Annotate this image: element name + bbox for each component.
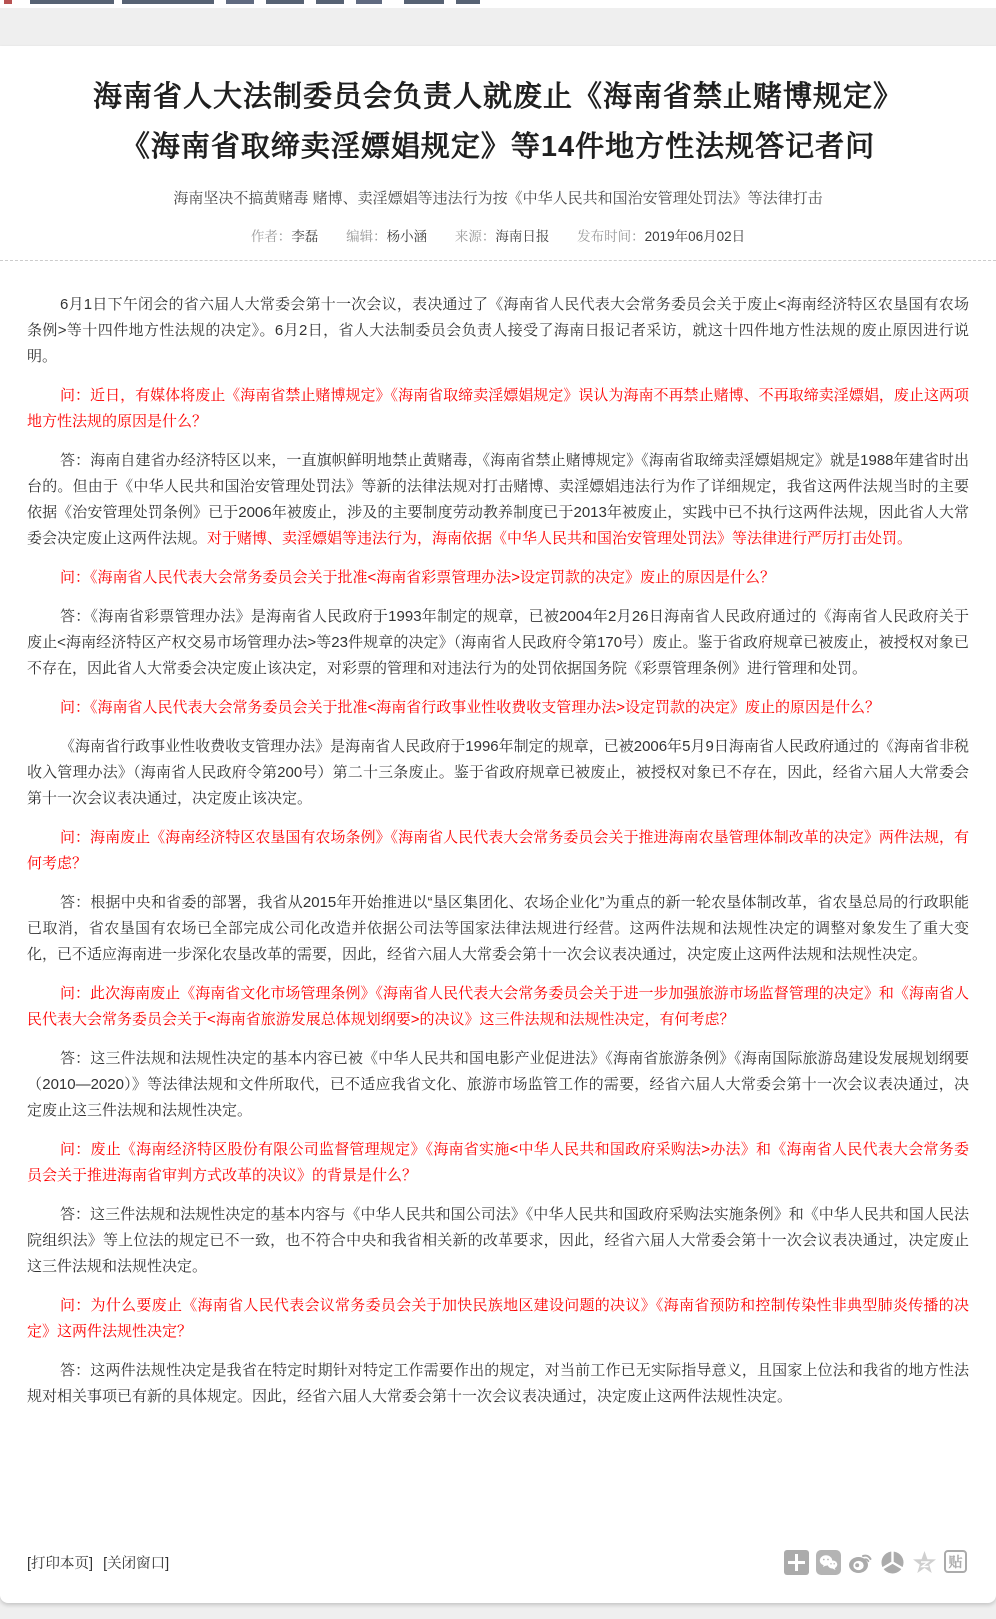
answer-2: 答：《海南省彩票管理办法》是海南省人民政府于1993年制定的规章，已被2004年2月26日海南省人民政府通过的《海南省人民政府关于废止<海南经济特区产权交易市场管理办法>等23件规章的决定》（海南省人民政府令第170号）废止。鉴于省政府规章已被废止，被授权对象已不存在，因此省人大常委会决定废止该决定，对彩票的管理和对违法行为的处罚依据国务院《彩票管理条例》进行管理和处罚。 — [27, 608, 969, 677]
clipped-text-remnant — [4, 0, 504, 4]
page-title-line1: 海南省人大法制委员会负责人就废止《海南省禁止赌博规定》 — [92, 81, 903, 113]
meta-publish-time: 发布时间：2019年06月02日 — [577, 229, 746, 244]
question-1: 问：近日，有媒体将废止《海南省禁止赌博规定》《海南省取缔卖淫嫖娼规定》误认为海南不再禁止赌博、不再取缔卖淫嫖娼，废止这两项地方性法规的原因是什么？ — [27, 387, 969, 430]
article-footer — [27, 1550, 969, 1575]
qzone-star-icon[interactable] — [912, 1550, 937, 1575]
footer-links — [27, 1552, 175, 1573]
question-7: 问：为什么要废止《海南省人民代表会议常务委员会关于加快民族地区建设问题的决议》《海南省预防和控制传染性非典型肺炎传播的决定》这两件法规性决定？ — [27, 1297, 969, 1340]
question-2: 问：《海南省人民代表大会常务委员会关于批准<海南省彩票管理办法>设定罚款的决定》废止的原因是什么？ — [60, 569, 776, 586]
bottom-background — [0, 1603, 996, 1619]
question-6: 问：废止《海南经济特区股份有限公司监督管理规定》《海南省实施<中华人民共和国政府采购法>办法》和《海南省人民代表大会常务委员会关于推进海南省审判方式改革的决议》的背景是什么？ — [27, 1141, 969, 1184]
article-subtitle: 海南坚决不搞黄赌毒 赌博、卖淫嫖娼等违法行为按《中华人民共和国治安管理处罚法》等法律打击 — [173, 190, 823, 207]
answer-5: 答：这三件法规和法规性决定的基本内容已被《中华人民共和国电影产业促进法》《海南省旅游条例》《海南国际旅游岛建设发展规划纲要（2010—2020）》等法律法规和文件所取代，已不适应我省文化、旅游市场监管工作的需要，经省六届人大常委会第十一次会议表决通过，决定废止这三件法规和法规性决定。 — [27, 1050, 969, 1119]
share-bar — [784, 1550, 969, 1575]
meta-source: 来源：海南日报 — [454, 229, 550, 244]
answer-1-highlight: 对于赌博、卖淫嫖娼等违法行为，海南依据《中华人民共和国治安管理处罚法》等法律进行严厉打击处罚。 — [207, 530, 913, 547]
question-4: 问：海南废止《海南经济特区农垦国有农场条例》《海南省人民代表大会常务委员会关于推进海南农垦管理体制改革的决定》两件法规，有何考虑？ — [27, 829, 969, 872]
page-title — [27, 72, 969, 172]
page-background-band — [0, 8, 996, 46]
answer-1: 答：海南自建省办经济特区以来，一直旗帜鲜明地禁止黄赌毒，《海南省禁止赌博规定》《海南省取缔卖淫嫖娼规定》就是1988年建省时出台的。但由于《中华人民共和国治安管理处罚法》等新的法律法规对打击赌博、卖淫嫖娼违法行为作了详细规定，我省这两件法规当时的主要依据《治安管理处罚条例》已于2006年被废止，涉及的主要制度劳动教养制度已于2013年被废止，实践中已不执行这两件法规，因此省人大常委会决定废止这两件法规。对于赌博、卖淫嫖娼等违法行为，海南依据《中华人民共和国治安管理处罚法》等法律进行严厉打击处罚。 — [27, 452, 969, 547]
answer-3: 《海南省行政事业性收费收支管理办法》是海南省人民政府于1996年制定的规章，已被2006年5月9日海南省人民政府通过的《海南省非税收入管理办法》（海南省人民政府令第200号）第二十三条废止。鉴于省政府规章已被废止，被授权对象已不存在，因此，经省六届人大常委会第十一次会议表决通过，决定废止该决定。 — [27, 738, 969, 807]
print-page-button[interactable]: [打印本页] — [27, 1556, 94, 1572]
clipped-top-row — [0, 0, 996, 8]
page-title-line2: 《海南省取缔卖淫嫖娼规定》等14件地方性法规答记者问 — [120, 131, 876, 163]
meta-author: 作者：李磊 — [250, 229, 319, 244]
article-body — [27, 292, 969, 1410]
close-window-button[interactable]: [关闭窗口] — [103, 1556, 170, 1572]
share-more-icon[interactable] — [784, 1550, 809, 1575]
renren-share-icon[interactable] — [880, 1550, 905, 1575]
article-card — [0, 46, 996, 1603]
intro-paragraph: 6月1日下午闭会的省六届人大常委会第十一次会议，表决通过了《海南省人民代表大会常务委员会关于废止<海南经济特区农垦国有农场条例>等十四件地方性法规的决定》。6月2日，省人大法制委员会负责人接受了海南日报记者采访，就这十四件地方性法规的废止原因进行说明。 — [27, 296, 969, 365]
wechat-share-icon[interactable] — [816, 1550, 841, 1575]
article-meta — [27, 225, 969, 245]
question-3: 问：《海南省人民代表大会常务委员会关于批准<海南省行政事业性收费收支管理办法>设定罚款的决定》废止的原因是什么？ — [60, 699, 881, 716]
dashed-separator — [0, 260, 996, 261]
question-5: 问：此次海南废止《海南省文化市场管理条例》《海南省人民代表大会常务委员会关于进一步加强旅游市场监督管理的决定》和《海南省人民代表大会常务委员会关于<海南省旅游发展总体规划纲要>的决议》这三件法规和法规性决定，有何考虑？ — [27, 985, 969, 1028]
meta-editor: 编辑：杨小涵 — [346, 229, 428, 244]
tieba-share-icon[interactable]: 贴 — [944, 1550, 969, 1575]
answer-6: 答：这三件法规和法规性决定的基本内容与《中华人民共和国公司法》《中华人民共和国政府采购法实施条例》和《中华人民共和国人民法院组织法》等上位法的规定已不一致，也不符合中央和我省相关新的改革要求，因此，经省六届人大常委会第十一次会议表决通过，决定废止这三件法规和法规性决定。 — [27, 1206, 969, 1275]
weibo-share-icon[interactable] — [848, 1550, 873, 1575]
answer-4: 答：根据中央和省委的部署，我省从2015年开始推进以“垦区集团化、农场企业化”为重点的新一轮农垦体制改革，省农垦总局的行政职能已取消，省农垦国有农场已全部完成公司化改造并依据公司法等国家法律法规进行经营。这两件法规和法规性决定的调整对象发生了重大变化，已不适应海南进一步深化农垦改革的需要，因此，经省六届人大常委会第十一次会议表决通过，决定废止这两件法规和法规性决定。 — [27, 894, 969, 963]
answer-7: 答：这两件法规性决定是我省在特定时期针对特定工作需要作出的规定，对当前工作已无实际指导意义，且国家上位法和我省的地方性法规对相关事项已有新的具体规定。因此，经省六届人大常委会第十一次会议表决通过，决定废止这两件法规性决定。 — [27, 1362, 969, 1405]
